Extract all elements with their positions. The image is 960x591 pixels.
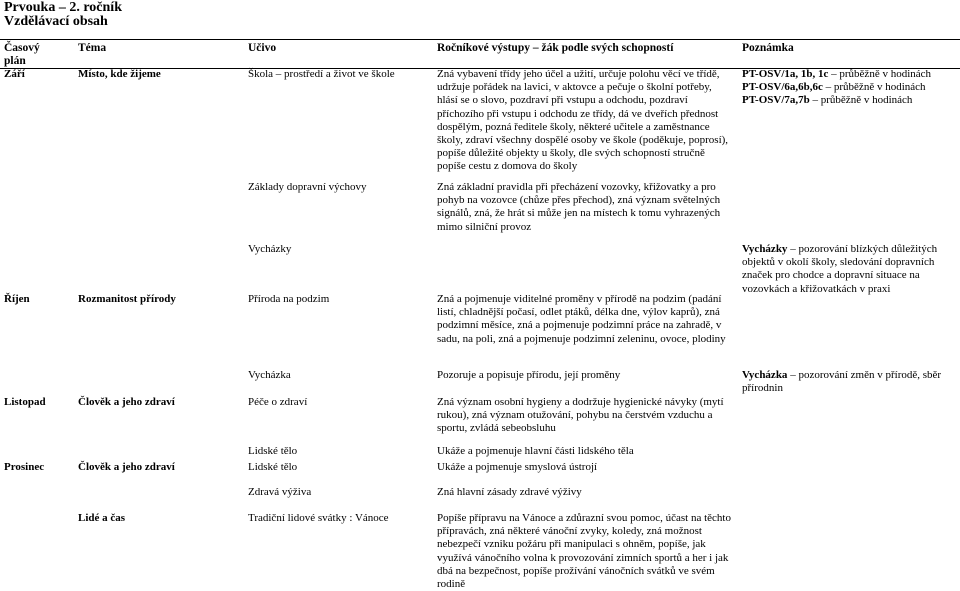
- ucivo-zari-3: Vycházky: [248, 243, 292, 255]
- note-text: – průběžně v hodinách: [828, 68, 932, 80]
- vystup-rijen-2: Pozoruje a popisuje přírodu, její proměny: [437, 369, 621, 381]
- vystup-prosinec-2: Zná hlavní zásady zdravé výživy: [437, 486, 582, 498]
- header-poznamka: Poznámka: [742, 42, 794, 54]
- note-code: PT-OSV/1a, 1b, 1c: [742, 68, 829, 80]
- topic-listopad: Člověk a jeho zdraví: [78, 396, 175, 408]
- vystup-listopad-1: Zná význam osobní hygieny a dodržuje hygienické návyky (mytí rukou), zná význam otužování, pohybu na čerstvém vzduchu a sportu, zvládá sebeobsluhu: [437, 396, 724, 435]
- ucivo-prosinec-1: Lidské tělo: [248, 461, 298, 473]
- note-text: – pozorování blízkých důležitých objektů v okolí školy, sledování dopravních značek pro chodce a dopravní situace na vozovkách a křižovatkách v praxi: [742, 243, 938, 295]
- topic-prosinec: Člověk a jeho zdraví: [78, 461, 175, 473]
- vystup-prosinec-1: Ukáže a pojmenuje smyslová ústrojí: [437, 461, 598, 473]
- note-text: – průběžně v hodinách: [809, 94, 913, 107]
- ucivo-rijen-1: Příroda na podzim: [248, 293, 330, 305]
- note-label: Vycházka: [742, 369, 788, 381]
- vystup-prosinec-3: Popíše přípravu na Vánoce a zdůrazní svou pomoc, účast na těchto přípravách, zná některé vánoční zvyky, koledy, zná možnost nebezpečí vzniku požáru při manipulaci s ohněm, popíše, jak využívá vánočního volna k provozování zimních sportů a her i jak dbá na bezpečnost, popíše prožívání vánočních svátků ve svém rodině: [437, 512, 731, 591]
- note-code: PT-OSV/7a,7b: [742, 94, 810, 107]
- header-tema: Téma: [78, 42, 107, 54]
- topic-zari: Místo, kde žijeme: [78, 68, 161, 80]
- ucivo-rijen-2: Vycházka: [248, 369, 291, 381]
- topic-rijen: Rozmanitost přírody: [78, 293, 176, 305]
- vystup-listopad-2: Ukáže a pojmenuje hlavní části lidského těla: [437, 445, 634, 457]
- document-title: Prvouka – 2. ročník: [4, 0, 122, 15]
- poznamka-zari-2: [742, 243, 958, 296]
- vystup-zari-1: Zná vybavení třídy jeho účel a užití, určuje polohu věcí ve třídě, udržuje pořádek na lavici, v aktovce a pečuje o školní potřeby, hlásí se o slovo, pozdraví při vstupu a odchodu, pozdraví příchozího při vstupu i odchodu ze třídy, dá ve dveřích přednost dospělým, pozná ředitele školy, některé učitele a zaměstnance školy, zdraví všechny dospělé osoby ve škole (poděkuje, poprosí), popíše důležité objekty u školy, dle svých schopností stručně popíše cestu z domova do školy: [437, 68, 729, 173]
- ucivo-prosinec-2: Zdravá výživa: [248, 486, 312, 498]
- poznamka-zari-1: [742, 68, 958, 108]
- ucivo-listopad-1: Péče o zdraví: [248, 396, 308, 408]
- month-zari: Září: [4, 68, 25, 80]
- ucivo-zari-1: Škola – prostředí a život ve škole: [248, 68, 395, 80]
- table-top-border: [0, 39, 960, 40]
- header-plan: Časový plán: [4, 42, 40, 67]
- vystup-zari-2: Zná základní pravidla při přecházení vozovky, křižovatky a pro pohyb na vozovce (chůze přes přechod), zná význam světelných signálů, zná, že hrát si může jen na místech k tomu vyhrazených mimo silniční provoz: [437, 181, 721, 233]
- note-text: – průběžně v hodinách: [822, 81, 926, 94]
- note-label: Vycházky: [742, 243, 788, 255]
- ucivo-listopad-2: Lidské tělo: [248, 445, 298, 457]
- ucivo-zari-2: Základy dopravní výchovy: [248, 181, 367, 193]
- header-vystupy: Ročníkové výstupy – žák podle svých schopností: [437, 42, 674, 54]
- month-prosinec: Prosinec: [4, 461, 45, 473]
- document-subtitle: Vzdělávací obsah: [4, 14, 108, 29]
- note-code: PT-OSV/6a,6b,6c: [742, 81, 823, 94]
- ucivo-prosinec-3: Tradiční lidové svátky : Vánoce: [248, 512, 389, 524]
- header-ucivo: Učivo: [248, 42, 277, 54]
- poznamka-rijen: [742, 369, 958, 395]
- topic-prosinec-2: Lidé a čas: [78, 512, 126, 524]
- month-listopad: Listopad: [4, 396, 46, 408]
- note-text: – pozorování změn v přírodě, sběr přírodnin: [742, 369, 942, 395]
- vystup-rijen-1: Zná a pojmenuje viditelné proměny v přírodě na podzim (padání listí, chladnější počasí, odlet ptáků, délka dne, výlov kaprů), zná podzimní měsíce, zná a pojmenuje podzimní práce na zahradě, v sadu, na poli, zná a pojmenuje podzimní zeleninu, ovoce, plodiny: [437, 293, 726, 345]
- month-rijen: Říjen: [4, 293, 30, 305]
